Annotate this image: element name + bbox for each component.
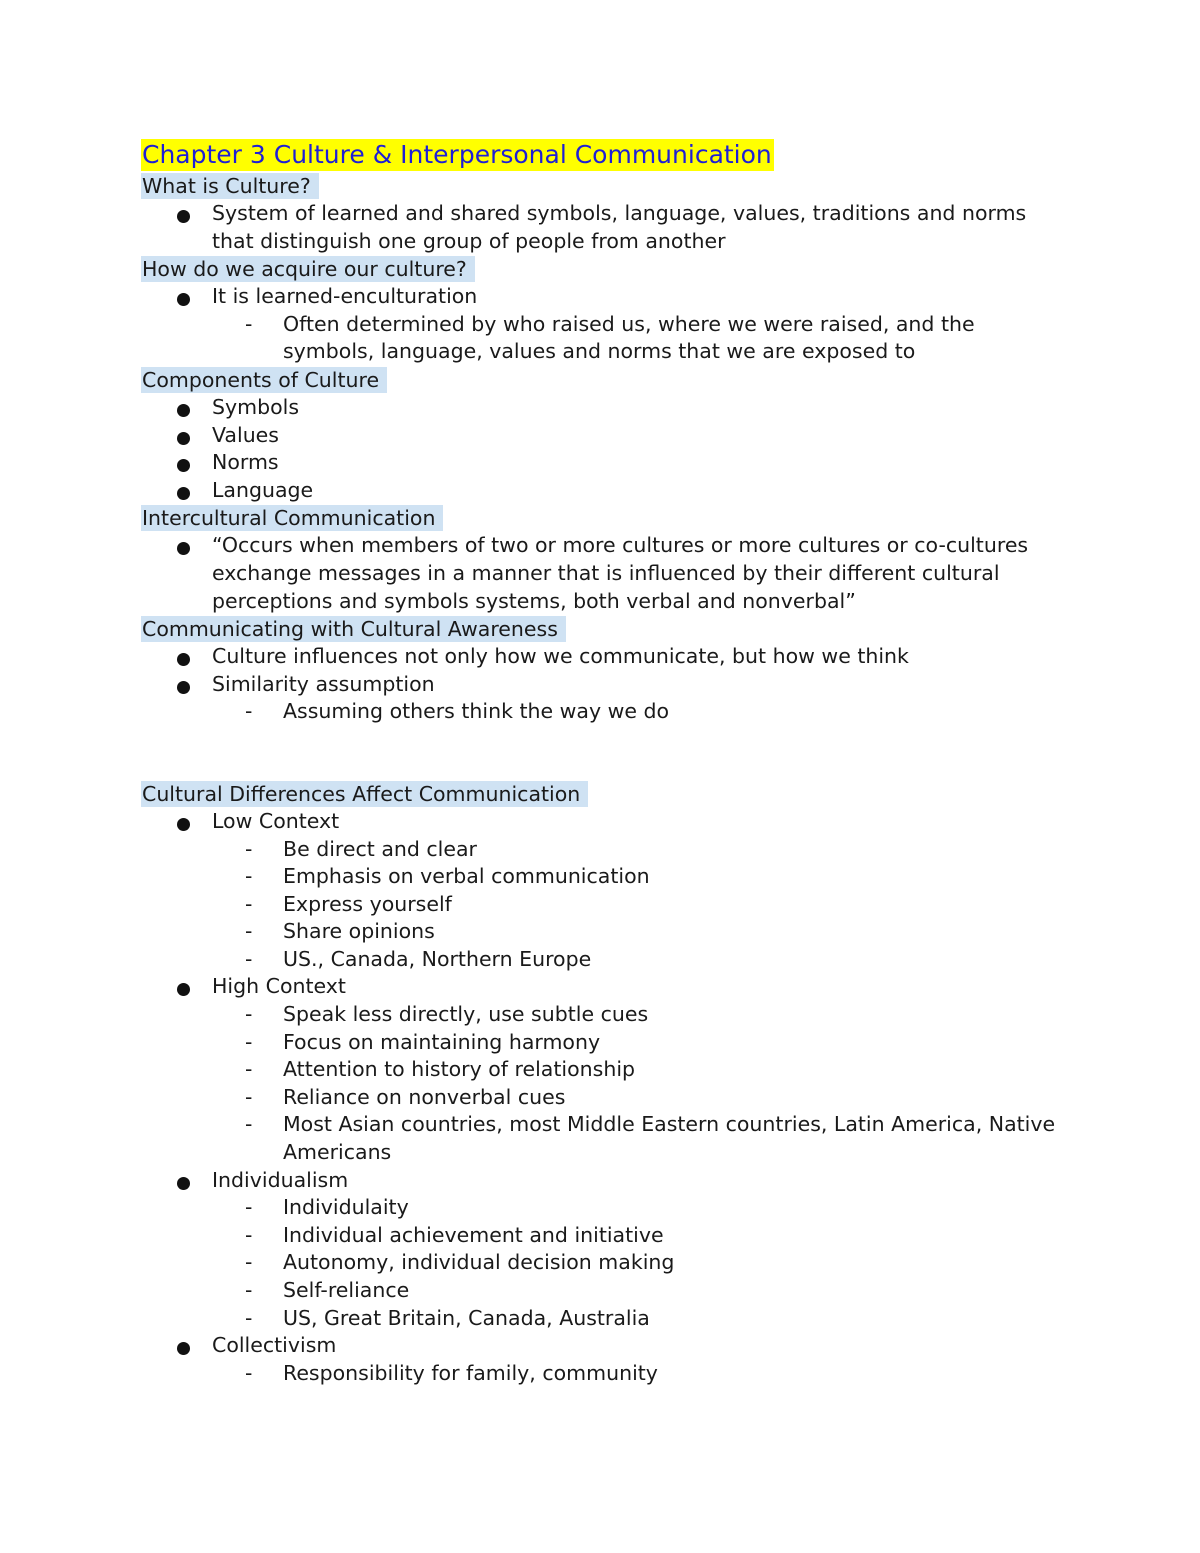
bullet-dot-icon [177, 983, 190, 996]
bullet-item [141, 477, 1061, 505]
bullet-dot-icon [177, 404, 190, 417]
sub-bullet-text: Attention to history of relationship [283, 1057, 636, 1082]
sub-bullet-text: Responsibility for family, community [283, 1360, 658, 1385]
sub-bullet-item [212, 1249, 1061, 1277]
bullet-text: Culture influences not only how we communicate, but how we think [212, 644, 909, 669]
sub-bullet-item [212, 311, 1061, 366]
section-heading-row [141, 255, 1061, 283]
dash-icon: - [245, 1360, 253, 1385]
dash-icon: - [245, 1057, 253, 1082]
bullet-list [141, 643, 1061, 726]
bullet-item [141, 200, 1061, 255]
bullet-dot-icon [177, 432, 190, 445]
bullet-dot-icon [177, 1177, 190, 1190]
sub-bullet-text: Individual achievement and initiative [283, 1222, 664, 1247]
document-content [141, 139, 1061, 1387]
dash-icon: - [245, 891, 253, 916]
dash-icon: - [245, 1002, 253, 1027]
sub-bullet-text: Self-reliance [283, 1278, 410, 1302]
dash-icon: - [245, 1084, 253, 1109]
bullet-text: Values [212, 422, 279, 447]
dash-icon: - [245, 1222, 253, 1247]
dash-icon: - [245, 1305, 253, 1330]
bullet-dot-icon [177, 487, 190, 500]
sub-bullet-item [212, 946, 1061, 974]
section-heading: How do we acquire our culture? [141, 256, 475, 282]
bullet-item [141, 394, 1061, 422]
section-heading-row [141, 366, 1061, 394]
section-heading: Cultural Differences Affect Communication [141, 781, 588, 807]
bullet-dot-icon [177, 1342, 190, 1355]
document-title-row [141, 139, 1061, 172]
section [141, 504, 1061, 615]
bullet-item [141, 1332, 1061, 1387]
bullet-text: Collectivism [212, 1333, 337, 1358]
sub-bullet-item [212, 891, 1061, 919]
bullet-text: System of learned and shared symbols, language, values, traditions and norms that distinguish one group of people from another [212, 201, 1027, 253]
section [141, 172, 1061, 255]
section-spacer [141, 726, 1061, 780]
bullet-text: Low Context [212, 808, 340, 833]
dash-icon: - [245, 946, 253, 971]
bullet-dot-icon [177, 653, 190, 666]
bullet-list [141, 283, 1061, 366]
bullet-list [141, 532, 1061, 615]
dash-icon: - [245, 1112, 253, 1137]
section [141, 255, 1061, 366]
bullet-text: Symbols [212, 394, 300, 419]
sub-bullet-list [212, 836, 1061, 974]
sub-bullet-item [212, 1360, 1061, 1388]
bullet-list [141, 808, 1061, 1387]
sub-bullet-item [212, 1222, 1061, 1250]
bullet-text: Individualism [212, 1167, 349, 1192]
section-heading-row [141, 172, 1061, 200]
bullet-text: Similarity assumption [212, 671, 435, 696]
sub-bullet-item [212, 1305, 1061, 1333]
sub-bullet-text: Often determined by who raised us, where we were raised, and the symbols, language, values and norms that we are exposed to [283, 311, 975, 364]
sub-bullet-text: US., Canada, Northern Europe [283, 946, 592, 971]
sections-container [141, 172, 1061, 1387]
sub-bullet-text: Focus on maintaining harmony [283, 1029, 601, 1054]
dash-icon: - [245, 1195, 253, 1220]
sub-bullet-list [212, 311, 1061, 366]
sub-bullet-text: Autonomy, individual decision making [283, 1250, 675, 1275]
sub-bullet-item [212, 1111, 1061, 1166]
sub-bullet-text: Most Asian countries, most Middle Eastern countries, Latin America, Native Americans [283, 1112, 1056, 1165]
section-heading: Intercultural Communication [141, 505, 443, 531]
section-heading-row [141, 780, 1061, 808]
bullet-item [141, 283, 1061, 366]
sub-bullet-text: Speak less directly, use subtle cues [283, 1002, 649, 1027]
sub-bullet-item [212, 918, 1061, 946]
sub-bullet-list [212, 698, 1061, 726]
bullet-text: “Occurs when members of two or more cultures or more cultures or co-cultures exchange messages in a manner that is influenced by their different cultural perceptions and symbols systems, both verbal and nonverbal” [212, 533, 1029, 613]
sub-bullet-list [212, 1001, 1061, 1167]
dash-icon: - [245, 1278, 253, 1302]
section-heading-row [141, 615, 1061, 643]
bullet-list [141, 200, 1061, 255]
sub-bullet-text: Express yourself [283, 891, 452, 916]
section [141, 780, 1061, 1387]
sub-bullet-list [212, 1360, 1061, 1388]
sub-bullet-item [212, 1056, 1061, 1084]
section-heading: Components of Culture [141, 367, 387, 393]
bullet-dot-icon [177, 293, 190, 306]
bullet-dot-icon [177, 542, 190, 555]
bullet-text: It is learned-enculturation [212, 284, 478, 309]
section [141, 615, 1061, 726]
bullet-item [141, 449, 1061, 477]
sub-bullet-item [212, 1001, 1061, 1029]
dash-icon: - [245, 311, 253, 336]
bullet-item [141, 973, 1061, 1166]
sub-bullet-text: US, Great Britain, Canada, Australia [283, 1305, 650, 1330]
dash-icon: - [245, 864, 253, 889]
sub-bullet-list [212, 1194, 1061, 1332]
section [141, 366, 1061, 504]
bullet-item [141, 808, 1061, 974]
bullet-dot-icon [177, 210, 190, 223]
bullet-dot-icon [177, 818, 190, 831]
bullet-item [141, 1167, 1061, 1333]
document-title: Chapter 3 Culture & Interpersonal Communication [142, 140, 772, 169]
dash-icon: - [245, 699, 253, 724]
sub-bullet-item [212, 1084, 1061, 1112]
sub-bullet-item [212, 698, 1061, 726]
dash-icon: - [245, 919, 253, 944]
sub-bullet-item [212, 1029, 1061, 1057]
bullet-item [141, 671, 1061, 726]
sub-bullet-item [212, 863, 1061, 891]
bullet-item [141, 422, 1061, 450]
bullet-text: Norms [212, 450, 279, 475]
bullet-dot-icon [177, 681, 190, 694]
sub-bullet-item [212, 836, 1061, 864]
sub-bullet-text: Reliance on nonverbal cues [283, 1084, 566, 1109]
dash-icon: - [245, 1029, 253, 1054]
sub-bullet-text: Emphasis on verbal communication [283, 864, 650, 889]
bullet-item [141, 532, 1061, 615]
section-heading: What is Culture? [141, 173, 319, 199]
bullet-list [141, 394, 1061, 504]
bullet-item [141, 643, 1061, 671]
sub-bullet-text: Assuming others think the way we do [283, 699, 670, 724]
dash-icon: - [245, 1250, 253, 1275]
sub-bullet-text: Be direct and clear [283, 836, 477, 861]
section-heading: Communicating with Cultural Awareness [141, 616, 566, 642]
bullet-text: Language [212, 477, 314, 502]
sub-bullet-item [212, 1194, 1061, 1222]
sub-bullet-text: Share opinions [283, 919, 435, 944]
sub-bullet-text: Individulaity [283, 1195, 409, 1220]
dash-icon: - [245, 836, 253, 861]
sub-bullet-item [212, 1277, 1061, 1305]
section-heading-row [141, 504, 1061, 532]
bullet-dot-icon [177, 459, 190, 472]
bullet-text: High Context [212, 974, 346, 999]
